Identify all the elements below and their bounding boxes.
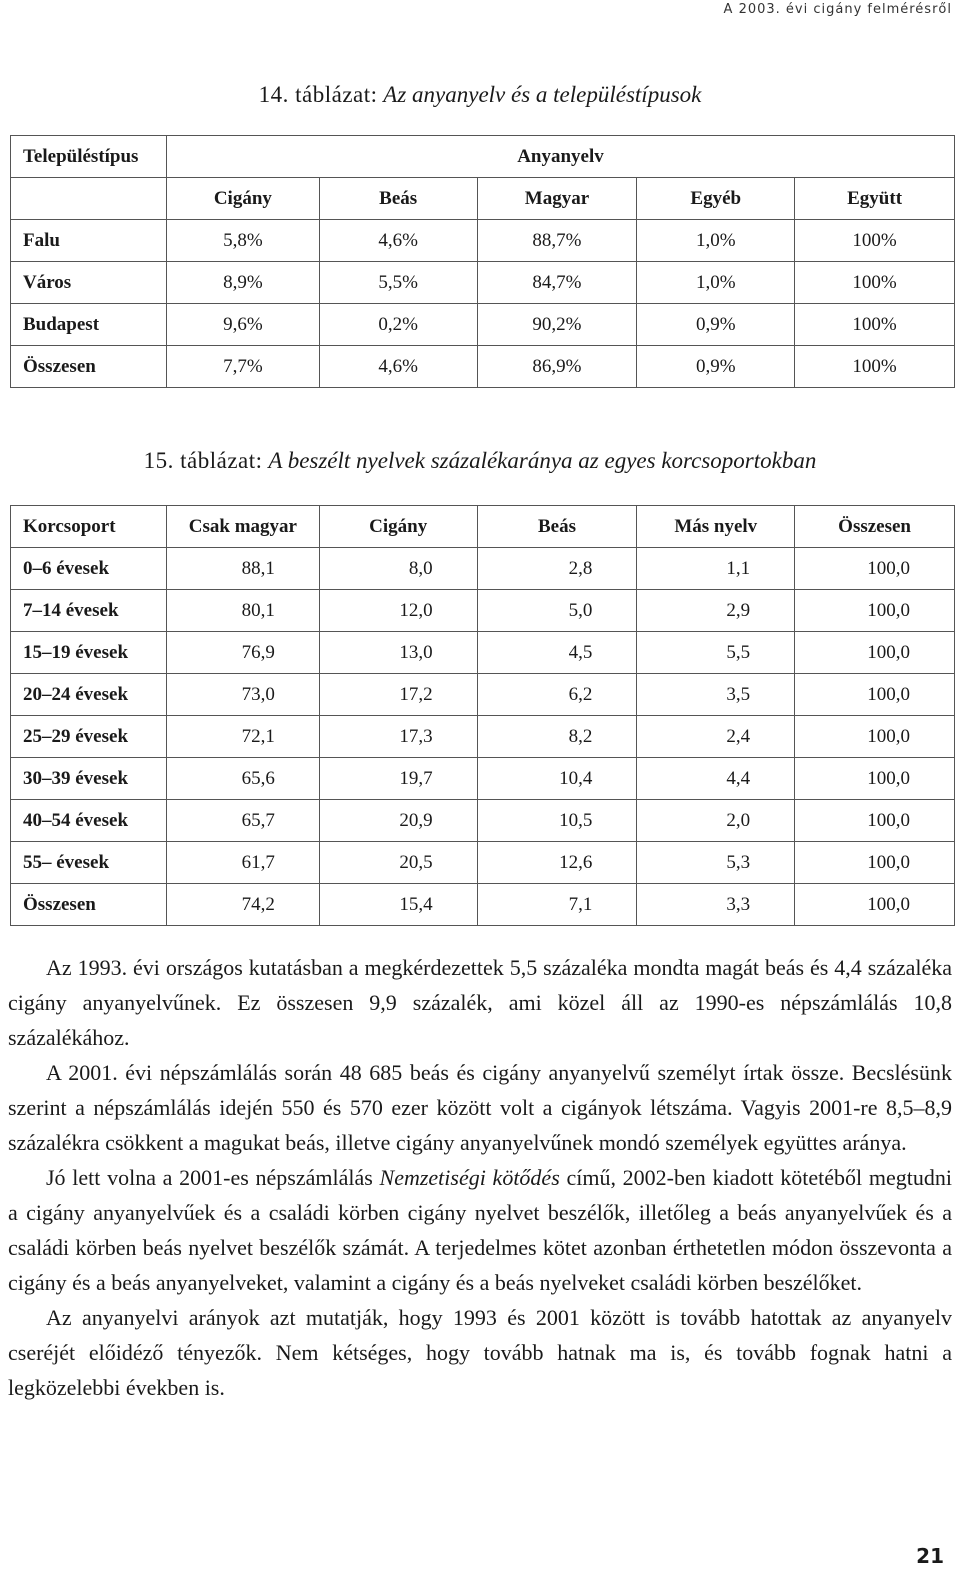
table-cell: 8,0	[319, 548, 477, 590]
table-cell: 5,0	[477, 590, 637, 632]
table-cell: 84,7%	[477, 262, 637, 304]
table14-column-header: Együtt	[795, 178, 955, 220]
table-cell: 100%	[795, 262, 955, 304]
table15-column-header-row	[11, 506, 955, 548]
table-cell: 20,9	[319, 800, 477, 842]
table-cell: 3,3	[637, 884, 795, 926]
table-cell: 1,0%	[637, 262, 795, 304]
table-cell: 13,0	[319, 632, 477, 674]
table-cell: 17,2	[319, 674, 477, 716]
table-cell: 90,2%	[477, 304, 637, 346]
table-row	[11, 842, 955, 884]
table14-caption	[0, 82, 960, 108]
table-cell: 2,8	[477, 548, 637, 590]
table-cell: 2,0	[637, 800, 795, 842]
row-label: 7–14 évesek	[11, 590, 167, 632]
table14-empty-corner	[11, 178, 167, 220]
table-cell: 0,9%	[637, 346, 795, 388]
paragraph-1: Az 1993. évi országos kutatásban a megkérdezettek 5,5 százaléka mondta magát beás és 4,4 százaléka cigány anyanyelvűnek. Ez összesen 9,9 százalék, ami közel áll az 1990-es népszámlálás 10,8 százalékához.	[8, 955, 952, 1050]
table-cell: 100,0	[795, 632, 955, 674]
table14-title: Az anyanyelv és a településtípusok	[383, 82, 702, 107]
table-cell: 100%	[795, 220, 955, 262]
table-cell: 4,4	[637, 758, 795, 800]
table-cell: 100%	[795, 304, 955, 346]
row-label: 25–29 évesek	[11, 716, 167, 758]
table-cell: 10,5	[477, 800, 637, 842]
table-cell: 6,2	[477, 674, 637, 716]
table14	[10, 135, 955, 388]
table-row	[11, 346, 955, 388]
row-label: 40–54 évesek	[11, 800, 167, 842]
table-cell: 3,5	[637, 674, 795, 716]
table-cell: 20,5	[319, 842, 477, 884]
table-cell: 65,6	[166, 758, 319, 800]
page-number: 21	[916, 1544, 944, 1568]
table-cell: 8,2	[477, 716, 637, 758]
table-cell: 5,3	[637, 842, 795, 884]
table15-caption	[0, 448, 960, 474]
table15-column-header: Más nyelv	[637, 506, 795, 548]
table-cell: 7,7%	[166, 346, 319, 388]
table-cell: 100,0	[795, 548, 955, 590]
table-cell: 0,2%	[319, 304, 477, 346]
table-cell: 73,0	[166, 674, 319, 716]
table-row	[11, 758, 955, 800]
table15-title: A beszélt nyelvek százalékaránya az egyes korcsoportokban	[268, 448, 817, 473]
table-cell: 100%	[795, 346, 955, 388]
table-cell: 8,9%	[166, 262, 319, 304]
paragraph-3	[8, 1160, 952, 1300]
table-cell: 100,0	[795, 674, 955, 716]
row-label: 55– évesek	[11, 842, 167, 884]
table15-column-header: Csak magyar	[166, 506, 319, 548]
table-cell: 100,0	[795, 842, 955, 884]
table-row	[11, 590, 955, 632]
table14-group-header: Anyanyelv	[166, 136, 954, 178]
table-cell: 5,8%	[166, 220, 319, 262]
table14-column-header: Egyéb	[637, 178, 795, 220]
table-cell: 2,4	[637, 716, 795, 758]
table-cell: 15,4	[319, 884, 477, 926]
table-cell: 65,7	[166, 800, 319, 842]
table14-row-header: Településtípus	[11, 136, 167, 178]
table14-column-header: Magyar	[477, 178, 637, 220]
running-head: A 2003. évi cigány felmérésről	[723, 2, 952, 17]
table-cell: 80,1	[166, 590, 319, 632]
table15-number: 15. táblázat:	[143, 448, 263, 473]
table-cell: 1,0%	[637, 220, 795, 262]
table14-number: 14. táblázat:	[258, 82, 378, 107]
table-cell: 72,1	[166, 716, 319, 758]
table-cell: 2,9	[637, 590, 795, 632]
table14-group-header-row	[11, 136, 955, 178]
row-label: Város	[11, 262, 167, 304]
table-cell: 1,1	[637, 548, 795, 590]
table-cell: 61,7	[166, 842, 319, 884]
table14-column-header: Cigány	[166, 178, 319, 220]
table-cell: 4,5	[477, 632, 637, 674]
publication-title: Nemzetiségi kötődés	[379, 1165, 560, 1190]
table-cell: 88,1	[166, 548, 319, 590]
row-label: 0–6 évesek	[11, 548, 167, 590]
table-cell: 19,7	[319, 758, 477, 800]
table-cell: 86,9%	[477, 346, 637, 388]
table-cell: 4,6%	[319, 220, 477, 262]
table15-column-header: Beás	[477, 506, 637, 548]
table-cell: 12,0	[319, 590, 477, 632]
row-label: 30–39 évesek	[11, 758, 167, 800]
row-label: Összesen	[11, 884, 167, 926]
body-text	[8, 950, 952, 1405]
paragraph-3-end: című, 2002-ben kiadott kötetéből megtudni a cigány anyanyelvűek és a családi körben cigány nyelvet beszélők, illetőleg a beás anyanyelvűek és a családi körben beás nyelvet beszélők számát. A terjedelmes kötet azonban érthetetlen módon összevonta a cigány és a beás anyanyelveket, valamint a cigány és a beás nyelveket családi körben beszélőket.	[8, 1165, 952, 1295]
table14-column-header-row	[11, 178, 955, 220]
paragraph-3-start: Jó lett volna a 2001-es népszámlálás	[46, 1165, 380, 1190]
table15-column-header: Összesen	[795, 506, 955, 548]
table-row	[11, 716, 955, 758]
table-cell: 17,3	[319, 716, 477, 758]
table-cell: 76,9	[166, 632, 319, 674]
table-row	[11, 884, 955, 926]
table14-column-header: Beás	[319, 178, 477, 220]
table-row	[11, 632, 955, 674]
table-row	[11, 262, 955, 304]
table-cell: 100,0	[795, 758, 955, 800]
table-cell: 12,6	[477, 842, 637, 884]
table-cell: 100,0	[795, 800, 955, 842]
row-label: 20–24 évesek	[11, 674, 167, 716]
row-label: Összesen	[11, 346, 167, 388]
table-cell: 0,9%	[637, 304, 795, 346]
table-row	[11, 800, 955, 842]
row-label: Falu	[11, 220, 167, 262]
table-cell: 100,0	[795, 884, 955, 926]
table-cell: 5,5	[637, 632, 795, 674]
table-cell: 7,1	[477, 884, 637, 926]
row-label: Budapest	[11, 304, 167, 346]
table-cell: 88,7%	[477, 220, 637, 262]
table-cell: 100,0	[795, 716, 955, 758]
paragraph-4: Az anyanyelvi arányok azt mutatják, hogy 1993 és 2001 között is tovább hatottak az anyanyelv cseréjét előidéző tényezők. Nem kétséges, hogy tovább hatnak ma is, és tovább fognak hatni a legközelebbi években is.	[8, 1305, 952, 1400]
table-cell: 10,4	[477, 758, 637, 800]
table-row	[11, 674, 955, 716]
table-cell: 74,2	[166, 884, 319, 926]
table15	[10, 505, 955, 926]
table-row	[11, 548, 955, 590]
table-row	[11, 220, 955, 262]
paragraph-2: A 2001. évi népszámlálás során 48 685 beás és cigány anyanyelvű személyt írtak össze. Becslésünk szerint a népszámlálás idején 550 és 570 ezer között volt a cigányok létszáma. Vagyis 2001-re 8,5–8,9 százalékra csökkent a magukat beás, illetve cigány anyanyelvűnek mondó személyek együttes aránya.	[8, 1060, 952, 1155]
table-cell: 9,6%	[166, 304, 319, 346]
table15-column-header: Cigány	[319, 506, 477, 548]
row-label: 15–19 évesek	[11, 632, 167, 674]
table-cell: 100,0	[795, 590, 955, 632]
table-row	[11, 304, 955, 346]
table-cell: 5,5%	[319, 262, 477, 304]
table15-column-header: Korcsoport	[11, 506, 167, 548]
table-cell: 4,6%	[319, 346, 477, 388]
